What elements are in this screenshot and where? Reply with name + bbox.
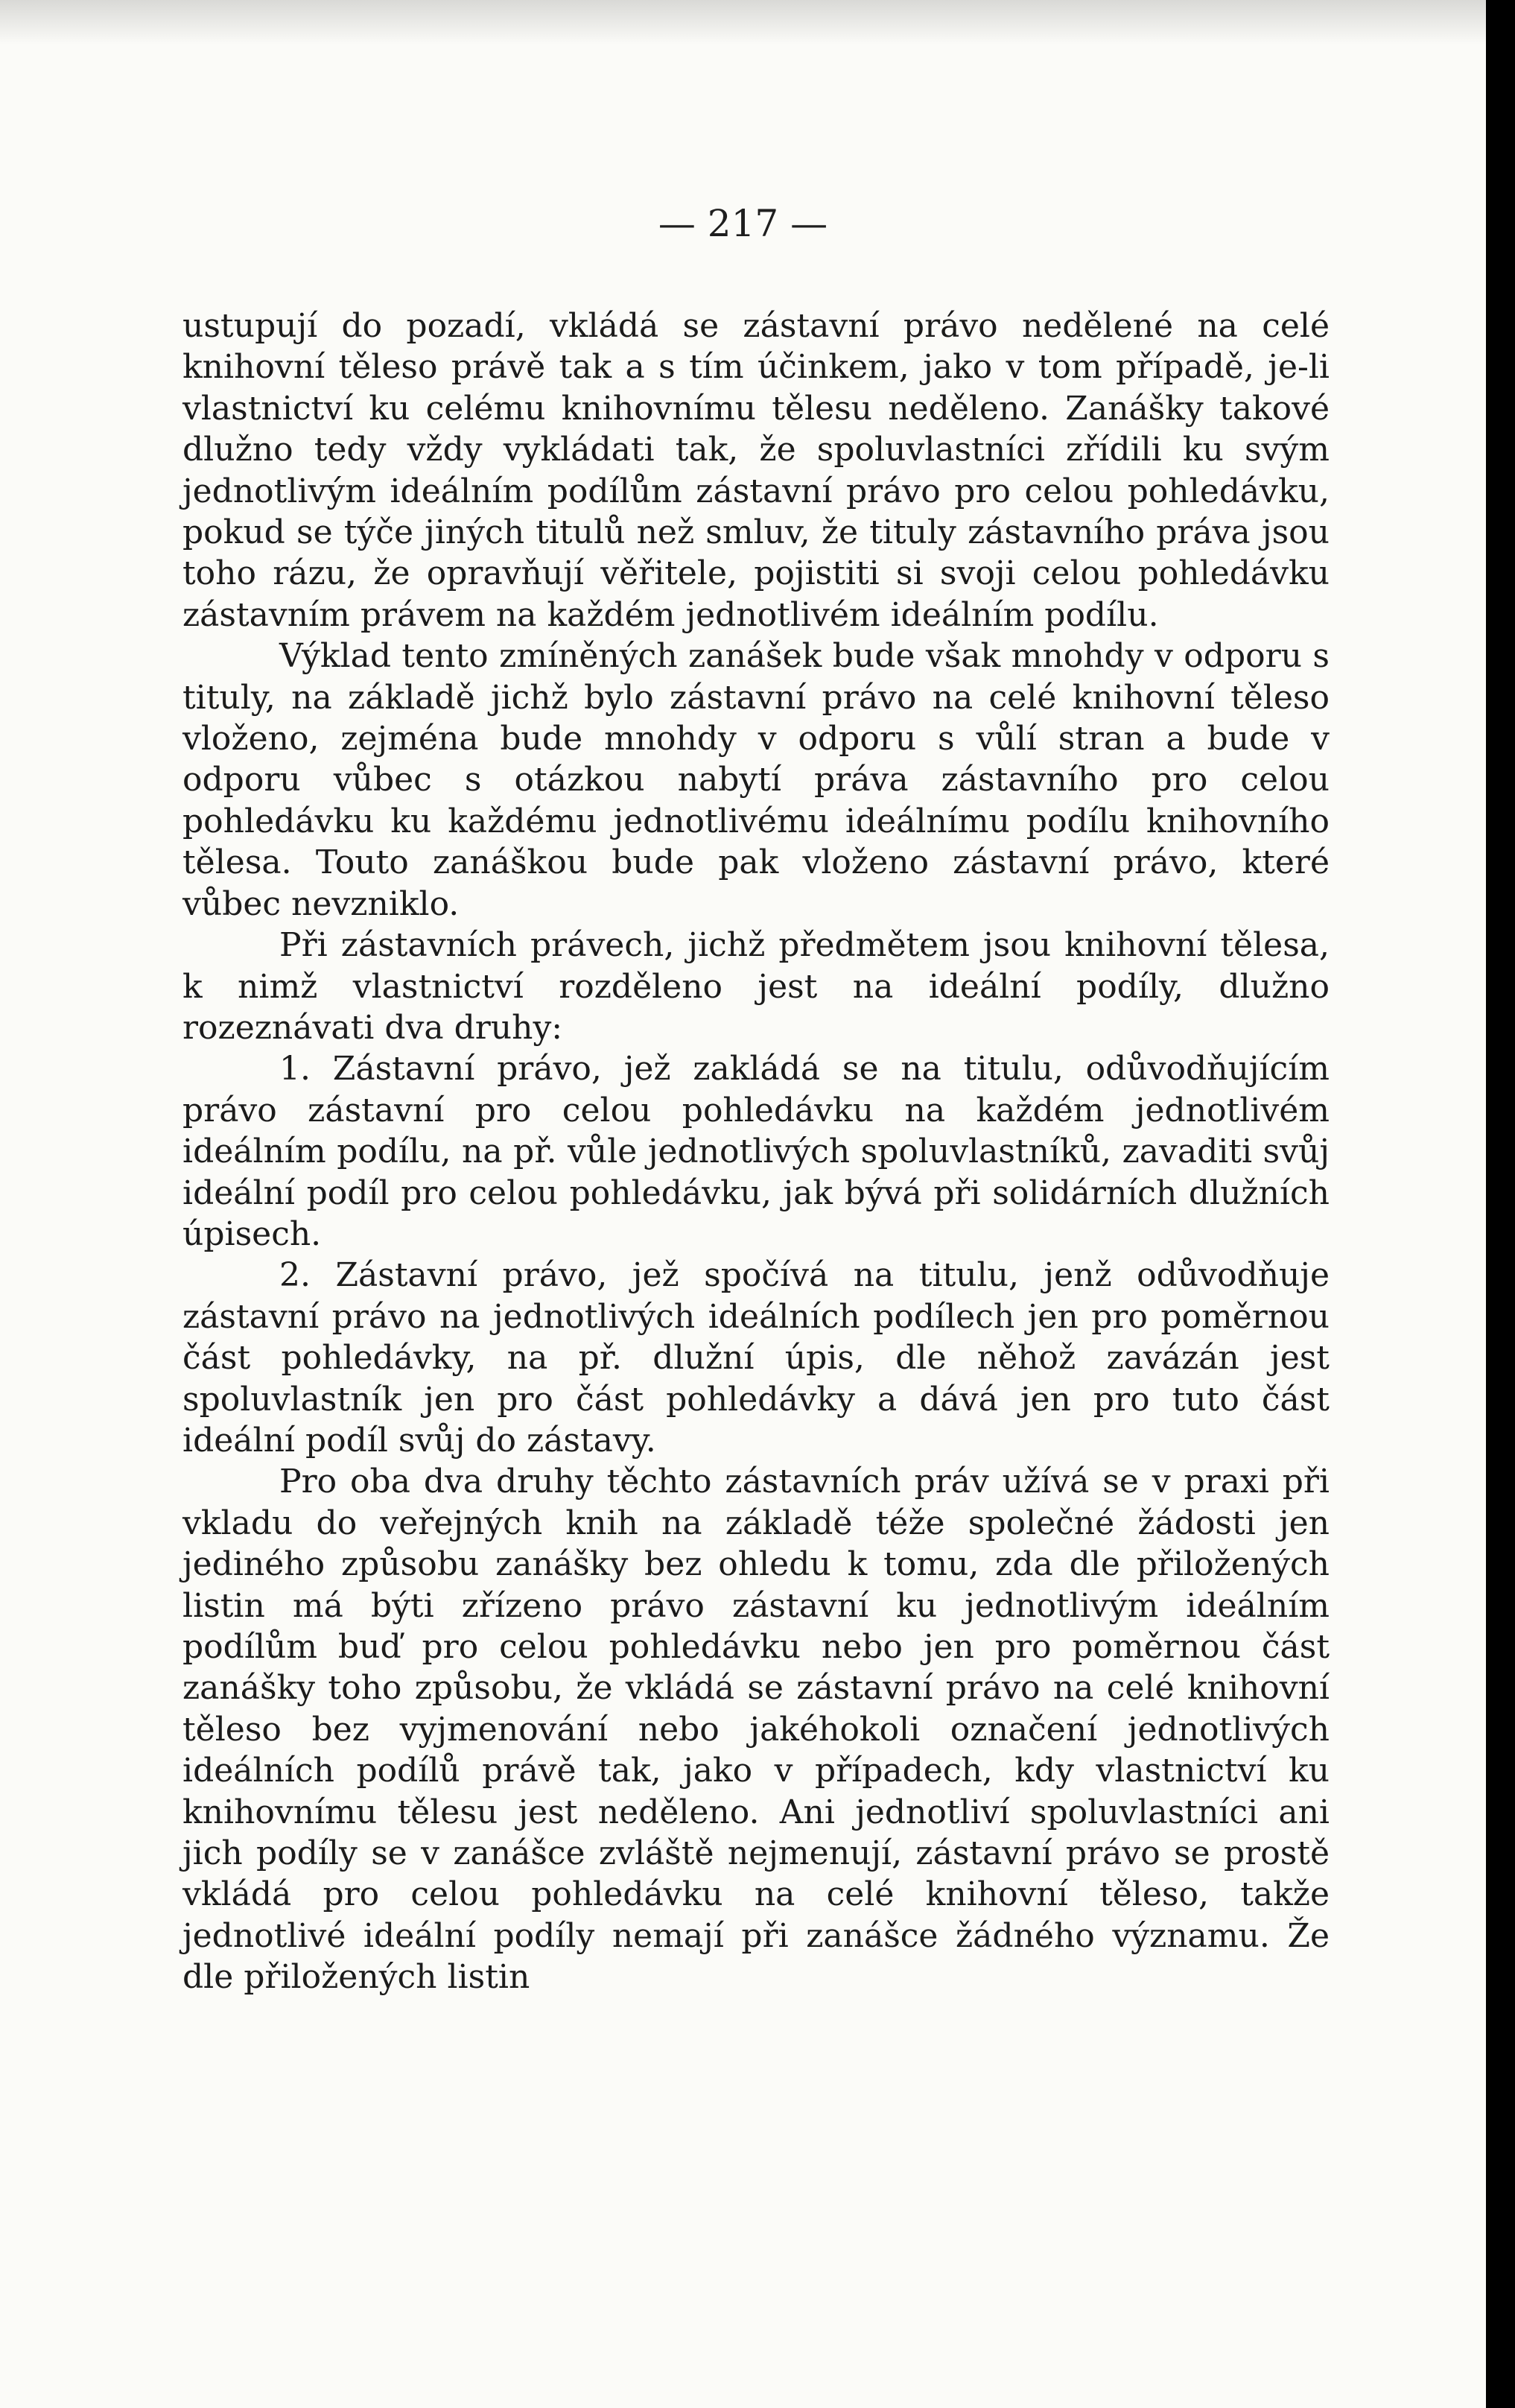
paragraph-zastavni-prava: Při zástavních právech, jichž předmětem jsou knihovní tělesa, k nimž vlastnictví rozděleno jest na ideální podíly, dlužno rozeznávati dva druhy: [182,926,1330,1047]
paragraph-pro-oba: Pro oba dva druhy těchto zástavních práv užívá se v praxi při vkladu do veřejných knih na základě téže společné žádosti jen jediného způsobu zanášky bez ohledu k tomu, zda dle přiložených listin má býti zřízeno právo zástavní ku jednotlivým ideálním podílům buď pro celou pohledávku nebo jen pro poměrnou část zanášky toho způsobu, že vkládá se zástavní právo na celé knihovní těleso bez vyjmenování nebo jakéhokoli označení jednotlivých ideálních podílů právě tak, jako v případech, kdy vlastnictví ku knihovnímu tělesu jest neděleno. Ani jednotliví spoluvlastníci ani jich podíly se v zanášce zvláště nejmenují, zástavní právo se prostě vkládá pro celou pohledávku na celé knihovní těleso, takže jednotlivé ideální podíly nemají při zanášce žádného významu. Že dle přiložených listin [182,1463,1330,1997]
list-item-1: 1. Zástavní právo, jež zakládá se na titulu, odůvodňujícím právo zástavní pro celou pohledávku na každém jednotlivém ideálním podílu, na př. vůle jednotlivých spoluvlastníků, zavaditi svůj ideální podíl pro celou pohledávku, jak bývá při solidárních dlužních úpisech. [182,1050,1330,1253]
paragraph-vyklad: Výklad tento zmíněných zanášek bude však mnohdy v odporu s tituly, na základě jichž bylo zástavní právo na celé knihovní těleso vloženo, zejména bude mnohdy v odporu s vůlí stran a bude v odporu vůbec s otázkou nabytí práva zástavního pro celou pohledávku ku každému jednotlivému ideálnímu podílu knihovního tělesa. Touto zanáškou bude pak vloženo zástavní právo, které vůbec nevzniklo. [182,637,1330,923]
list-item-2: 2. Zástavní právo, jež spočívá na titulu, jenž odůvodňuje zástavní právo na jednotlivých ideálních podílech jen pro poměrnou část pohledávky, na př. dlužní úpis, dle něhož zavázán jest spoluvlastník jen pro část pohledávky a dává jen pro tuto část ideální podíl svůj do zástavy. [182,1256,1330,1460]
body-text [182,305,1330,1998]
page-edge-shadow [0,0,1486,45]
paragraph-continuation: ustupují do pozadí, vkládá se zástavní právo nedělené na celé knihovní těleso právě tak a s tím účinkem, jako v tom případě, je-li vlastnictví ku celému knihovnímu tělesu neděleno. Zanášky takové dlužno tedy vždy vykládati tak, že spoluvlastníci zřídili ku svým jednotlivým ideálním podílům zástavní právo pro celou pohledávku, pokud se týče jiných titulů než smluv, že tituly zástavního práva jsou toho rázu, že opravňují věřitele, pojistiti si svoji celou pohledávku zástavním právem na každém jednotlivém ideálním podílu. [182,307,1330,634]
page-number: — 217 — [658,202,828,245]
